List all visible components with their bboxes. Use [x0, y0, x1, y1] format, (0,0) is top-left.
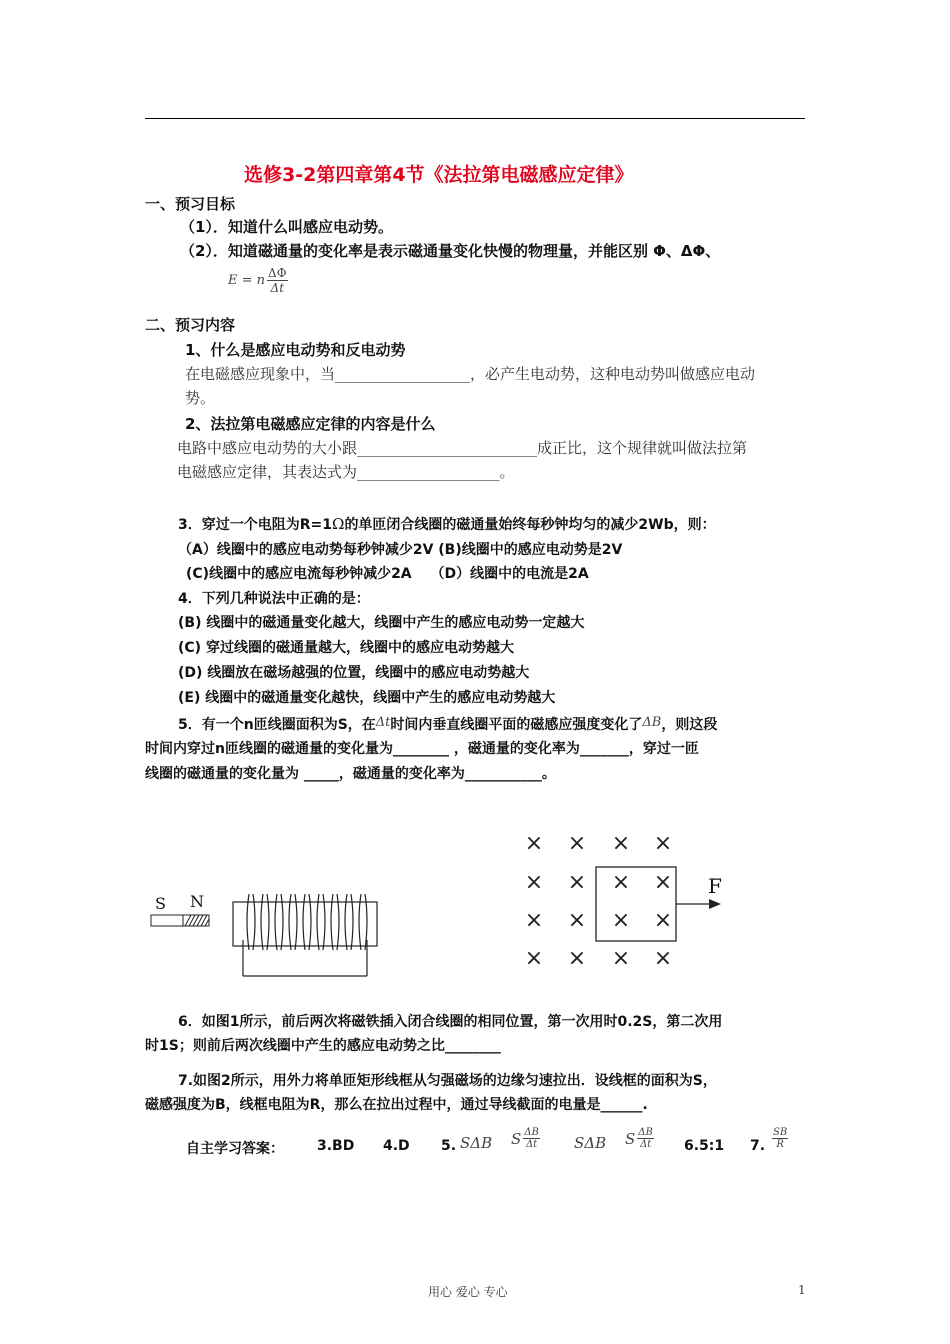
field-cross: × — [524, 870, 544, 895]
field-cross: × — [567, 908, 587, 933]
question-4-option-b: (B) 线圈中的磁通量变化越大，线圈中产生的感应电动势一定越大 — [178, 615, 585, 631]
question-4-option-c: (C) 穿过线圈的磁通量越大，线圈中的感应电动势越大 — [178, 640, 514, 656]
q3-stem-a: 3．穿过一个电阻为R=1 — [178, 517, 332, 533]
question-2-line-2: 电磁感应定律，其表达式为___________________。 — [177, 463, 515, 481]
section1-heading: 一、预习目标 — [145, 195, 236, 213]
field-cross: × — [567, 831, 587, 856]
answer-5-rate-1 — [511, 1127, 540, 1150]
rate-1-fraction — [523, 1127, 540, 1150]
question-1-line-2: 势。 — [185, 389, 216, 407]
answer-7-denominator: R — [776, 1139, 784, 1150]
question-2-line-1: 电路中感应电动势的大小跟________________________成正比，这个规律就叫做法拉第 — [177, 439, 748, 457]
answer-7-label: 7. — [750, 1138, 766, 1154]
faraday-formula — [228, 266, 288, 295]
question-1-line-1: 在电磁感应现象中，当__________________，必产生电动势，这种电动势叫做感应电动 — [185, 365, 756, 383]
bar-magnet — [151, 915, 209, 926]
field-cross: × — [653, 908, 673, 933]
page-number: 1 — [798, 1283, 806, 1297]
force-arrow — [676, 899, 721, 909]
field-cross: × — [524, 908, 544, 933]
q5-line1-b: 时间内垂直线圈平面的磁感应强度变化了 — [390, 717, 643, 733]
figure-2-field-loop — [515, 826, 735, 974]
answer-4: 4.D — [383, 1138, 410, 1154]
question-6-line-2: 时1S；则前后两次线圈中产生的感应电动势之比________ — [145, 1038, 501, 1054]
question-1-title: 1、什么是感应电动势和反电动势 — [185, 341, 406, 359]
rate-2-s: S — [625, 1129, 636, 1148]
field-cross: × — [611, 908, 631, 933]
question-3-options-cd: (C)线圈中的感应电流每秒钟减少2A （D）线圈中的电流是2A — [186, 566, 589, 582]
field-cross: × — [524, 831, 544, 856]
rate-1-numerator: ΔB — [524, 1127, 539, 1138]
question-4-option-d: (D) 线圈放在磁场越强的位置，线圈中的感应电动势越大 — [178, 665, 530, 681]
footer-text: 用心 爱心 专心 — [428, 1285, 508, 1299]
question-6-line-1: 6．如图1所示，前后两次将磁铁插入闭合线圈的相同位置，第一次用时0.2S，第二次用 — [178, 1014, 723, 1030]
delta-t-symbol: Δt — [375, 715, 391, 730]
field-cross: × — [653, 946, 673, 971]
answer-5-label: 5. — [441, 1138, 457, 1154]
field-cross: × — [524, 946, 544, 971]
answer-6: 6.5:1 — [684, 1138, 725, 1154]
field-cross: × — [567, 946, 587, 971]
formula-denominator: Δt — [270, 281, 285, 295]
answer-7-fraction — [772, 1127, 788, 1150]
ohm-symbol: Ω — [332, 515, 345, 533]
rate-1-s: S — [511, 1129, 522, 1148]
question-3-options-ab: （A）线圈中的感应电动势每秒钟减少2V (B)线圈中的感应电动势是2V — [178, 542, 623, 558]
section2-heading: 二、预习内容 — [145, 316, 236, 334]
goal-item-1: （1）．知道什么叫感应电动势。 — [180, 218, 393, 236]
question-3-stem — [178, 514, 716, 534]
question-4-option-e: (E) 线圈中的磁通量变化越快，线圈中产生的感应电动势越大 — [178, 690, 556, 706]
question-4-stem: 4．下列几种说法中正确的是： — [178, 591, 370, 607]
rate-2-denominator: Δt — [639, 1139, 652, 1150]
rate-1-denominator: Δt — [525, 1139, 538, 1150]
force-label-f: F — [708, 874, 722, 898]
question-7-line-2: 磁感强度为B，线框电阻为R，那么在拉出过程中，通过导线截面的电量是______. — [145, 1097, 648, 1113]
question-5-line-3: 线圈的磁通量的变化量为 _____，磁通量的变化率为___________。 — [145, 766, 556, 782]
formula-fraction — [267, 266, 288, 295]
solenoid-coil — [233, 894, 377, 976]
answers-label: 自主学习答案： — [186, 1141, 284, 1157]
question-5-line-1 — [178, 714, 717, 734]
field-cross: × — [653, 870, 673, 895]
rate-2-numerator: ΔB — [638, 1127, 653, 1138]
goal-item-2: （2）．知道磁通量的变化率是表示磁通量变化快慢的物理量，并能区别 Φ、ΔΦ、 — [180, 242, 721, 260]
answer-5-rate-2 — [625, 1127, 654, 1150]
delta-b-symbol: ΔB — [642, 715, 662, 730]
answer-3: 3.BD — [317, 1138, 355, 1154]
q5-line1-c: ，则这段 — [661, 717, 718, 733]
field-cross: × — [567, 870, 587, 895]
question-5-line-2: 时间内穿过n匝线圈的磁通量的变化量为________ ，磁通量的变化率为_______，穿过一匝 — [145, 741, 699, 757]
question-2-title: 2、法拉第电磁感应定律的内容是什么 — [185, 415, 436, 433]
page-title: 选修3-2第四章第4节《法拉第电磁感应定律》 — [244, 164, 634, 186]
field-cross: × — [611, 831, 631, 856]
header-rule — [145, 118, 805, 119]
figure-1-magnet-coil — [145, 880, 395, 980]
field-cross: × — [611, 870, 631, 895]
question-7-line-1: 7.如图2所示，用外力将单匝矩形线框从匀强磁场的边缘匀速拉出．设线框的面积为S， — [178, 1073, 717, 1089]
q5-line1-a: 5．有一个n匝线圈面积为S，在 — [178, 717, 376, 733]
formula-lhs: E = n — [228, 273, 266, 288]
answer-5-flux-change-1: SΔB — [460, 1134, 493, 1152]
answer-7-numerator: SB — [773, 1127, 788, 1138]
field-cross: × — [653, 831, 673, 856]
rate-2-fraction — [637, 1127, 654, 1150]
q3-stem-b: 的单匝闭合线圈的磁通量始终每秒钟均匀的减少2Wb，则： — [344, 517, 716, 533]
magnet-label-s: S — [155, 894, 166, 913]
answer-7-charge — [772, 1127, 788, 1150]
magnetic-field-crosses — [525, 831, 672, 971]
formula-numerator: ΔΦ — [268, 266, 287, 280]
field-cross: × — [611, 946, 631, 971]
answer-5-flux-change-2: SΔB — [574, 1134, 607, 1152]
magnet-label-n: N — [190, 892, 204, 911]
